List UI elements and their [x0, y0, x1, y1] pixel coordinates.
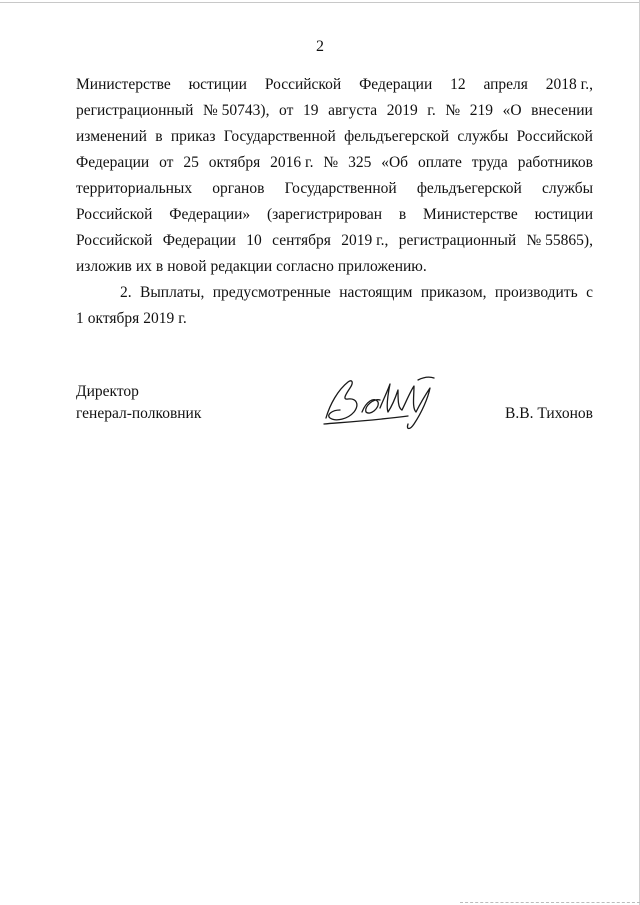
- body-line-2: регистрационный № 50743), от 19 августа 2019 г. № 219 «О внесении: [76, 102, 593, 119]
- military-rank: генерал-полковник: [76, 405, 202, 422]
- position-title: Директор: [76, 383, 139, 400]
- top-edge-rule: [0, 2, 640, 3]
- handwritten-signature-icon: [318, 372, 446, 432]
- body-line-7: Российской Федерации 10 сентября 2019 г., регистрационный № 55865),: [76, 232, 593, 249]
- page-number: 2: [316, 38, 324, 55]
- body-line-3: изменений в приказ Государственной фельдъегерской службы Российской: [76, 128, 593, 145]
- body-line-4: Федерации от 25 октября 2016 г. № 325 «Об оплате труда работников: [76, 154, 593, 171]
- body-line-8: изложив их в новой редакции согласно приложению.: [76, 258, 427, 275]
- body-line-5: территориальных органов Государственной фельдъегерской службы: [76, 180, 593, 197]
- paragraph-2-line-2: 1 октября 2019 г.: [76, 310, 187, 327]
- bottom-edge-rule: [460, 902, 640, 903]
- document-body: [76, 72, 593, 332]
- body-line-6: Российской Федерации» (зарегистрирован в Министерстве юстиции: [76, 206, 593, 223]
- signer-name: В.В. Тихонов: [505, 405, 593, 422]
- body-line-1: Министерстве юстиции Российской Федерации 12 апреля 2018 г.,: [76, 76, 593, 93]
- paragraph-2-line-1: 2. Выплаты, предусмотренные настоящим приказом, производить с: [120, 284, 593, 301]
- signer-position: [76, 381, 201, 425]
